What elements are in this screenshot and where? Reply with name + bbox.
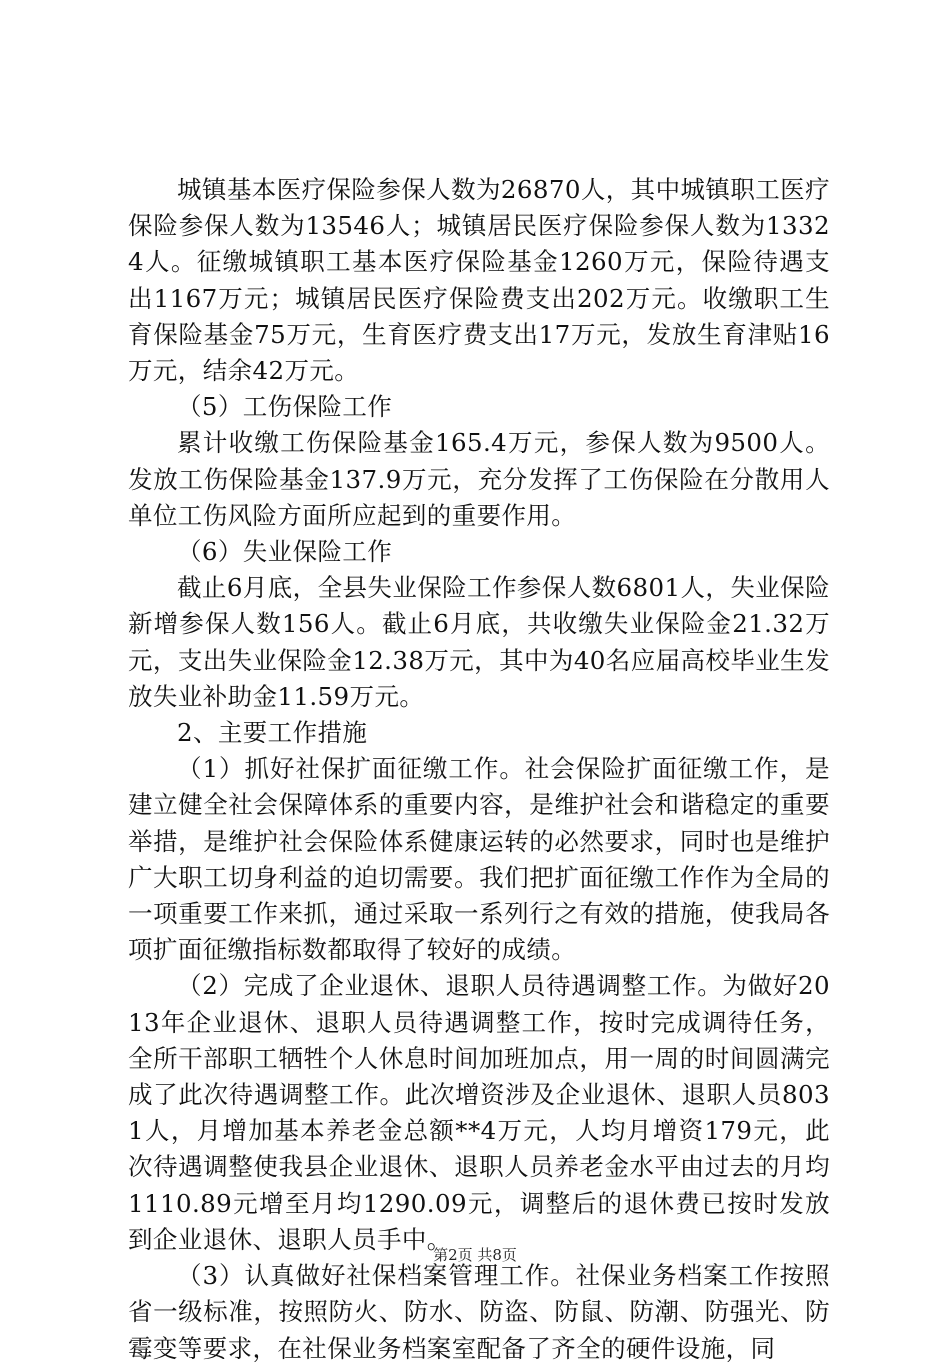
- document-body: [128, 172, 830, 1367]
- paragraph-measure-2: （2）完成了企业退休、退职人员待遇调整工作。为做好2013年企业退休、退职人员待遇调整工作，按时完成调待任务，全所干部职工牺牲个人休息时间加班加点，用一周的时间圆满完成了此次待遇调整工作。此次增资涉及企业退休、退职人员8031人，月增加基本养老金总额**4万元，人均月增资179元，此次待遇调整使我县企业退休、退职人员养老金水平由过去的月均1110.89元增至月均1290.09元，调整后的退休费已按时发放到企业退休、退职人员手中。: [128, 971, 830, 1254]
- paragraph-measure-3: （3）认真做好社保档案管理工作。社保业务档案工作按照省一级标准，按照防火、防水、防盗、防鼠、防潮、防强光、防霉变等要求，在社保业务档案室配备了齐全的硬件设施，同: [128, 1261, 830, 1363]
- paragraph-medical-insurance: 城镇基本医疗保险参保人数为26870人，其中城镇职工医疗保险参保人数为13546人；城镇居民医疗保险参保人数为13324人。征缴城镇职工基本医疗保险基金1260万元，保险待遇支出1167万元；城镇居民医疗保险费支出202万元。收缴职工生育保险基金75万元，生育医疗费支出17万元，发放生育津贴16万元，结余42万元。: [128, 175, 830, 386]
- paragraph-work-injury-insurance: 累计收缴工伤保险基金165.4万元，参保人数为9500人。发放工伤保险基金137.9万元，充分发挥了工伤保险在分散用人单位工伤风险方面所应起到的重要作用。: [128, 428, 830, 530]
- page-number-footer: 第2页 共8页: [433, 1246, 517, 1264]
- paragraph-measure-1: （1）抓好社保扩面征缴工作。社会保险扩面征缴工作，是建立健全社会保障体系的重要内容，是维护社会和谐稳定的重要举措，是维护社会保险体系健康运转的必然要求，同时也是维护广大职工切身利益的迫切需要。我们把扩面征缴工作作为全局的一项重要工作来抓，通过采取一系列行之有效的措施，使我局各项扩面征缴指标数都取得了较好的成绩。: [128, 754, 830, 965]
- heading-unemployment-insurance: （6）失业保险工作: [177, 537, 393, 567]
- heading-work-injury-insurance: （5）工伤保险工作: [177, 392, 393, 422]
- heading-main-measures: 2、主要工作措施: [177, 718, 368, 748]
- paragraph-unemployment-insurance: 截止6月底，全县失业保险工作参保人数6801人，失业保险新增参保人数156人。截止6月底，共收缴失业保险金21.32万元，支出失业保险金12.38万元，其中为40名应届高校毕业生发放失业补助金11.59万元。: [128, 573, 830, 711]
